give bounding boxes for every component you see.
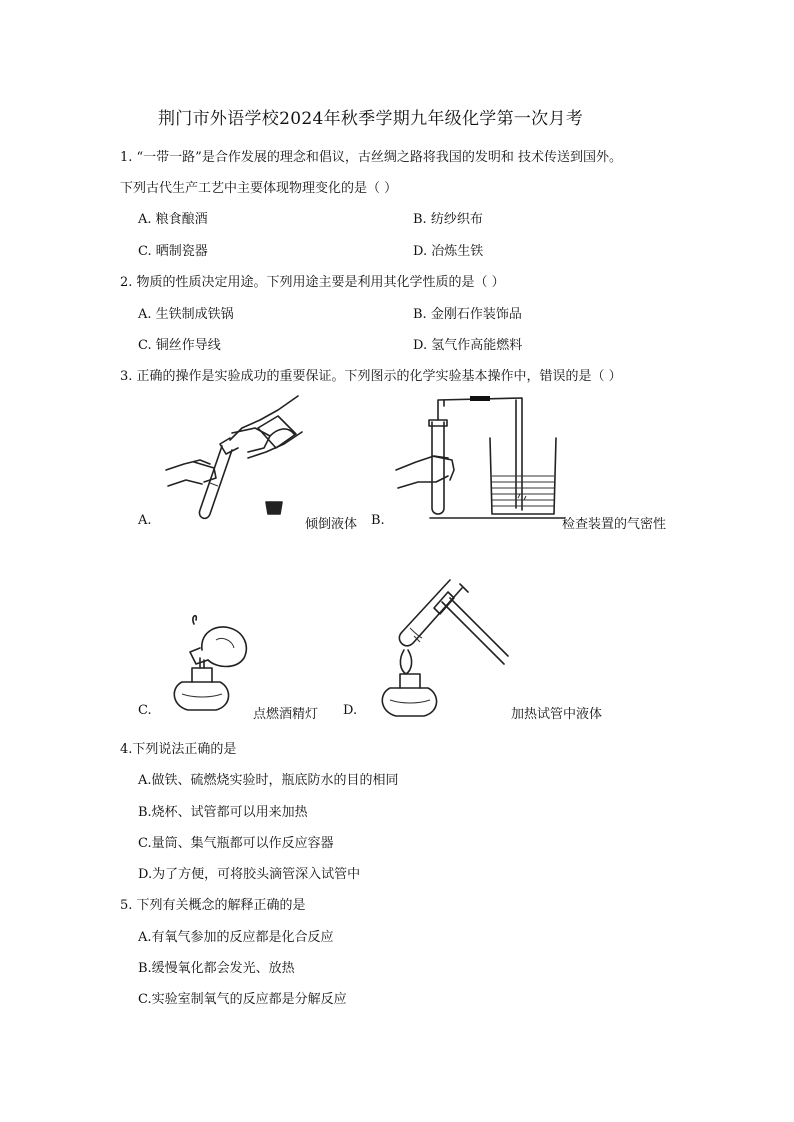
q2-option-c: C. 铜丝作导线 [138, 338, 221, 353]
q5-stem: 5. 下列有关概念的解释正确的是 [120, 898, 306, 913]
q3-option-a-caption: 倾倒液体 [305, 517, 358, 532]
q5-option-a: A.有氧气参加的反应都是化合反应 [138, 930, 334, 945]
q3-option-b-caption: 检查装置的气密性 [562, 517, 667, 532]
q5-option-c: C.实验室制氧气的反应都是分解反应 [138, 992, 347, 1007]
q3-option-d-caption: 加热试管中液体 [511, 707, 603, 722]
q1-stem-line1: 1. “一带一路”是合作发展的理念和倡议，古丝绸之路将我国的发明和 技术传送到国外。 [120, 150, 622, 165]
q1-option-c: C. 晒制瓷器 [138, 244, 208, 259]
q1-option-d: D. 冶炼生铁 [413, 244, 484, 259]
page-title: 荆门市外语学校2024年秋季学期九年级化学第一次月考 [158, 109, 584, 129]
q3-option-a-letter: A. [138, 513, 152, 528]
q3-stem: 3. 正确的操作是实验成功的重要保证。下列图示的化学实验基本操作中，错误的是（ ） [120, 369, 622, 384]
q3-option-c-caption: 点燃酒精灯 [253, 707, 319, 722]
q3-option-b-letter: B. [371, 513, 385, 528]
q1-option-b: B. 纺纱织布 [413, 212, 483, 227]
q1-stem-line2: 下列古代生产工艺中主要体现物理变化的是（ ） [120, 181, 398, 196]
q2-option-b: B. 金刚石作装饰品 [413, 307, 522, 322]
q4-option-a: A.做铁、硫燃烧实验时，瓶底防水的目的相同 [138, 773, 399, 788]
figure-heating-test-tube [370, 580, 515, 720]
figure-pouring-liquid [160, 388, 310, 523]
q3-option-c-letter: C. [138, 703, 152, 718]
figure-lighting-alcohol-lamp [160, 610, 260, 715]
q4-option-d: D.为了方便，可将胶头滴管深入试管中 [138, 867, 361, 882]
q5-option-b: B.缓慢氧化都会发光、放热 [138, 961, 295, 976]
q3-option-d-letter: D. [343, 703, 358, 718]
q1-option-a: A. 粮食酿酒 [138, 212, 208, 227]
q4-option-c: C.量筒、集气瓶都可以作反应容器 [138, 836, 334, 851]
q2-option-a: A. 生铁制成铁锅 [138, 307, 234, 322]
q2-option-d: D. 氢气作高能燃料 [413, 338, 523, 353]
figure-airtightness-check [392, 390, 567, 525]
q4-option-b: B.烧杯、试管都可以用来加热 [138, 805, 308, 820]
q4-stem: 4.下列说法正确的是 [120, 742, 237, 757]
q2-stem: 2. 物质的性质决定用途。下列用途主要是利用其化学性质的是（ ） [120, 275, 505, 290]
